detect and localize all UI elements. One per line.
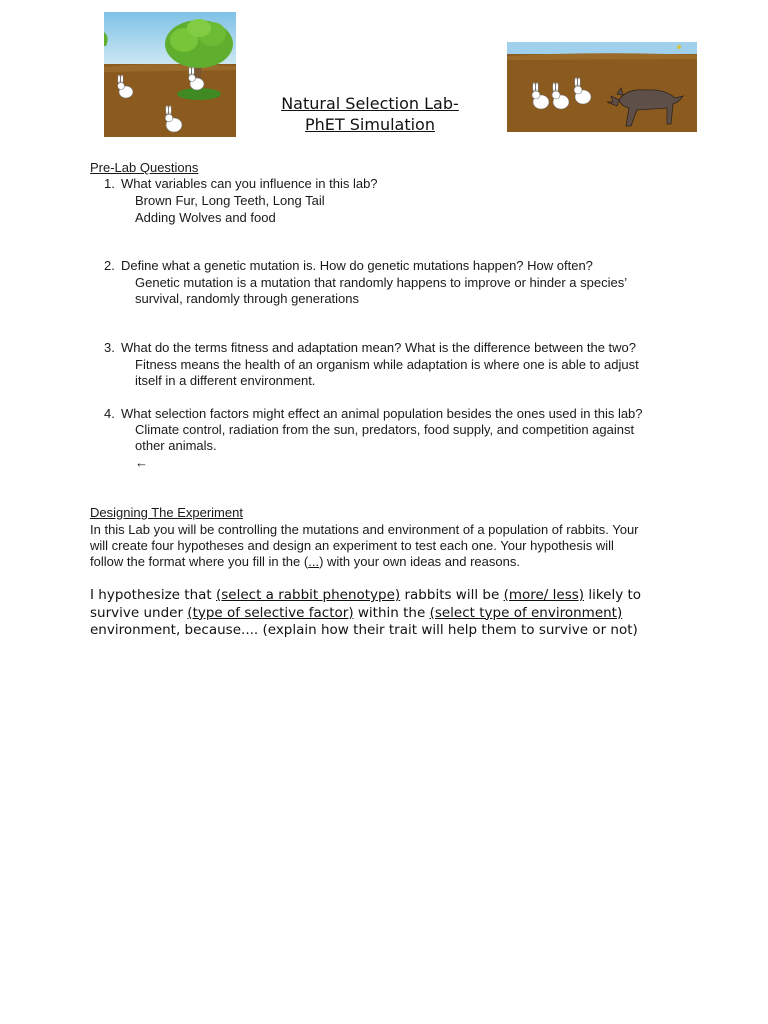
answer-line: Brown Fur, Long Teeth, Long Tail (135, 193, 325, 208)
design-paragraph-line: will create four hypotheses and design an experiment to test each one. Your hypothesis will (90, 538, 614, 553)
answer-line: itself in a different environment. (135, 373, 316, 388)
hypothesis-text: environment, because.... (explain how their trait will help them to survive or not) (90, 622, 638, 638)
question-number: 1. (104, 176, 115, 191)
phenotype-blank: (select a rabbit phenotype) (215, 587, 401, 603)
question-text: What do the terms fitness and adaptation mean? What is the difference between the two? (121, 340, 637, 355)
design-paragraph-line: In this Lab you will be controlling the mutations and environment of a population of rabbits. Your (90, 522, 639, 537)
page-title (250, 93, 490, 135)
environment-blank: (select type of environment) (429, 604, 623, 621)
rabbits-and-wolf-image (507, 42, 697, 132)
design-text: follow the format where you fill in the ( (90, 554, 309, 569)
question-number: 4. (104, 406, 115, 421)
design-text: ) with your own ideas and reasons. (319, 554, 520, 569)
answer-line: other animals. (135, 438, 217, 453)
prelab-heading: Pre-Lab Questions (90, 160, 199, 175)
selective-factor-blank: (type of selective factor) (187, 604, 354, 621)
title-line-2: PhET Simulation (305, 115, 435, 134)
hypothesis-text: I hypothesize that (90, 587, 216, 603)
answer-line: Adding Wolves and food (135, 210, 276, 225)
question-number: 3. (104, 340, 115, 355)
question-text: Define what a genetic mutation is. How do genetic mutations happen? How often? (121, 258, 593, 273)
answer-line: Fitness means the health of an organism while adaptation is where one is able to adjust (135, 357, 639, 372)
design-paragraph-line (90, 554, 690, 571)
fill-in-blank: ... (308, 554, 320, 569)
rabbits-under-tree-image (104, 12, 236, 137)
arrow-mark: ← (135, 455, 148, 470)
hypothesis-text: within the (353, 604, 430, 621)
answer-line: Climate control, radiation from the sun, predators, food supply, and competition against (135, 422, 635, 437)
answer-line: survival, randomly through generations (135, 291, 360, 306)
title-line-1: Natural Selection Lab- (281, 94, 459, 113)
question-number: 2. (104, 258, 115, 273)
answer-line: Genetic mutation is a mutation that randomly happens to improve or hinder a species’ (135, 275, 628, 290)
question-text: What variables can you influence in this lab? (121, 176, 378, 191)
question-text: What selection factors might effect an animal population besides the ones used in this lab? (121, 406, 643, 421)
more-less-blank: (more/ less) (503, 587, 585, 603)
hypothesis-template (90, 587, 690, 640)
hypothesis-text: likely to survive under (90, 587, 642, 621)
design-heading: Designing The Experiment (90, 505, 243, 520)
hypothesis-text: rabbits will be (400, 587, 504, 603)
